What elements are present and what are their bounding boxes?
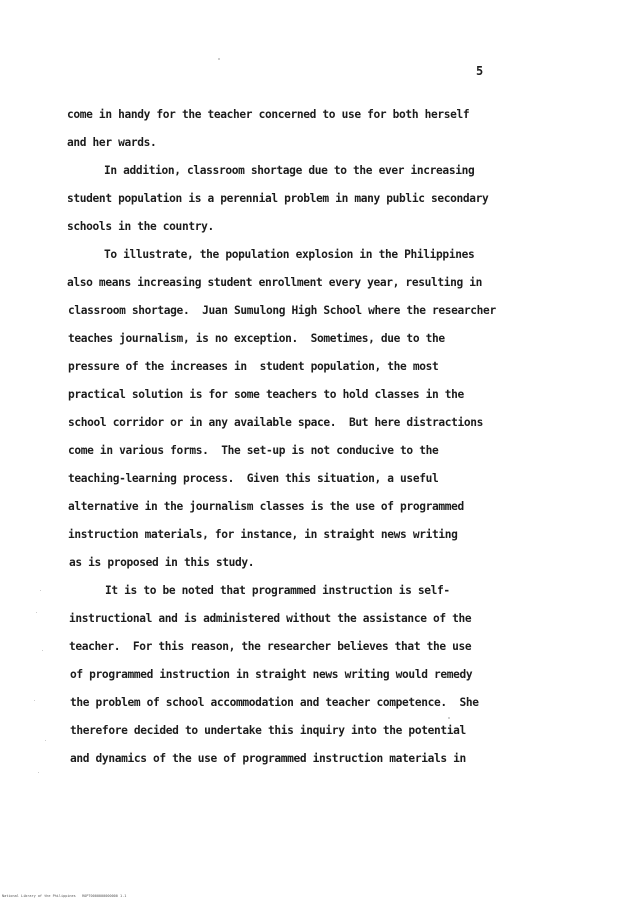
scan-speckle (218, 58, 220, 60)
scan-speckle (38, 772, 39, 773)
scan-speckle (34, 700, 35, 701)
text-line: teacher. For this reason, the researcher believes that the use (69, 640, 472, 653)
text-line: classroom shortage. Juan Sumulong High School where the researcher (68, 304, 496, 317)
scan-speckle (45, 740, 46, 741)
scan-speckle (448, 717, 450, 719)
text-line: teaching-learning process. Given this situation, a useful (68, 472, 439, 485)
text-line: come in handy for the teacher concerned to use for both herself (67, 108, 470, 121)
text-line: school corridor or in any available space. But here distractions (68, 416, 484, 429)
scan-speckle (36, 612, 37, 613)
scan-speckle (40, 590, 41, 591)
text-line: practical solution is for some teachers to hold classes in the (68, 388, 464, 401)
text-line: It is to be noted that programmed instruction is self- (105, 584, 450, 597)
text-line: and dynamics of the use of programmed instruction materials in (70, 752, 466, 765)
text-line: of programmed instruction in straight news writing would remedy (70, 668, 473, 681)
text-line: teaches journalism, is no exception. Sometimes, due to the (68, 332, 445, 345)
text-line: instruction materials, for instance, in straight news writing (68, 528, 458, 541)
text-line: instructional and is administered without the assistance of the (69, 612, 472, 625)
text-line: schools in the country. (67, 220, 214, 233)
text-line: the problem of school accommodation and teacher competence. She (70, 696, 479, 709)
page-number: 5 (476, 64, 484, 78)
text-line: alternative in the journalism classes is the use of programmed (68, 500, 464, 513)
text-line: To illustrate, the population explosion in the Philippines (104, 248, 475, 261)
text-line: also means increasing student enrollment every year, resulting in (67, 276, 483, 289)
scan-speckle (42, 650, 43, 651)
footer-note: National Library of the Philippines ROPT0000000000000 1.1 (2, 894, 127, 898)
text-line: as is proposed in this study. (69, 556, 255, 569)
text-line: In addition, classroom shortage due to the ever increasing (104, 164, 475, 177)
text-line: student population is a perennial problem in many public secondary (67, 192, 489, 205)
text-line: come in various forms. The set-up is not conducive to the (68, 444, 439, 457)
text-line: pressure of the increases in student population, the most (68, 360, 439, 373)
text-line: and her wards. (67, 136, 157, 149)
text-line: therefore decided to undertake this inquiry into the potential (70, 724, 466, 737)
